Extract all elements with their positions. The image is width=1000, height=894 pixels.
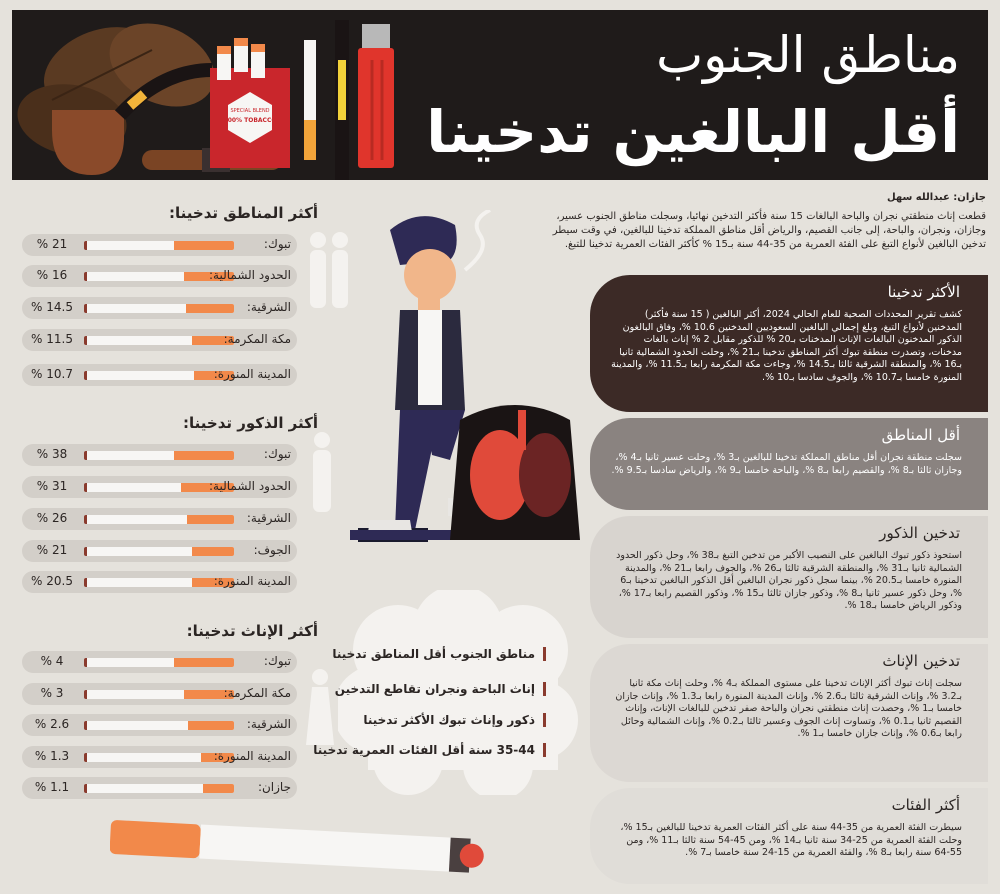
- card-most-smoking: [590, 275, 988, 412]
- bar-fill: [174, 658, 234, 667]
- cigarette-bar: [84, 547, 234, 556]
- cigarette-icon: [304, 40, 316, 160]
- stat-row: [22, 508, 297, 530]
- stat-label: تبوك:: [263, 237, 291, 251]
- card-female-smoking: [590, 644, 988, 782]
- key-point: إناث الباحة ونجران تقاطع التدخين: [335, 682, 546, 696]
- stat-row: [22, 476, 297, 498]
- stat-value: 16 %: [36, 268, 68, 282]
- cigarette-bar: [84, 304, 234, 313]
- stat-row: [22, 444, 297, 466]
- key-point: ذكور وإناث تبوك الأكثر تدخينا: [363, 713, 546, 727]
- stat-label: المدينة المنورة:: [213, 749, 291, 763]
- key-points-cloud: [313, 590, 578, 795]
- stat-row: [22, 746, 297, 768]
- card-age-groups: [590, 788, 988, 884]
- stat-value: 3 %: [40, 686, 64, 700]
- bar-fill: [187, 515, 234, 524]
- stat-value: 14.5 %: [31, 300, 73, 314]
- bar-fill: [203, 784, 234, 793]
- stat-row: [22, 540, 297, 562]
- stat-value: 21 %: [36, 237, 68, 251]
- stat-label: جازان:: [257, 780, 291, 794]
- cigarette-bar: [84, 451, 234, 460]
- stat-row: [22, 297, 297, 319]
- stat-row: [22, 234, 297, 256]
- male-silhouette-icon: [313, 432, 331, 512]
- stat-row: [22, 364, 297, 386]
- lungs-icon: [450, 405, 580, 540]
- stat-label: المدينة المنورة:: [213, 574, 291, 588]
- stat-value: 26 %: [36, 511, 68, 525]
- cigarette-bar: [84, 241, 234, 250]
- card-title: أكثر الفئات: [891, 796, 960, 814]
- bar-fill: [174, 241, 234, 250]
- card-text: سجلت منطقة نجران أقل مناطق المملكة تدخينا للبالغين بـ3 %، وحلت عسير ثانيا بـ4 %، وجازان ثالثا بـ8 %، والقصيم رابعا بـ8 %، والباحة خامسا بـ9 %، والرياض سادسا بـ9.5 %.: [611, 452, 962, 476]
- cigarette-bar: [84, 515, 234, 524]
- header-banner: [12, 10, 988, 180]
- vape-icon: [335, 20, 349, 180]
- bar-fill: [186, 304, 234, 313]
- card-title: الأكثر تدخينا: [887, 283, 960, 301]
- bar-fill: [192, 547, 234, 556]
- stat-label: الشرقية:: [246, 511, 291, 525]
- cigarette-bar: [84, 658, 234, 667]
- stat-value: 31 %: [36, 479, 68, 493]
- smoke-icon: [465, 210, 490, 270]
- stat-row: [22, 651, 297, 673]
- card-title: أقل المناطق: [881, 426, 960, 444]
- stat-label: المدينة المنورة:: [213, 367, 291, 381]
- card-title: تدخين الذكور: [879, 524, 960, 542]
- stat-value: 11.5 %: [31, 332, 73, 346]
- stat-value: 1.3 %: [34, 749, 70, 763]
- card-text: سيطرت الفئة العمرية من 35-44 سنة على أكثر الفئات العمرية تدخينا للبالغين بـ15 %، وحلت الفئة العمرية من 25-34 سنة ثانيا بـ14 %، ومن 45-54 سنة ثالثا بـ11 %، ومن 55-64 سنة رابعا بـ8 %، والفئة العمرية من 15-24 سنة خامسا بـ7 %.: [620, 822, 962, 858]
- stat-label: الحدود الشمالية:: [208, 268, 291, 282]
- stat-value: 20.5 %: [31, 574, 73, 588]
- bar-fill: [188, 721, 234, 730]
- stat-row: [22, 571, 297, 593]
- cigarette-bar: [84, 690, 234, 699]
- stat-label: الجوف:: [253, 543, 291, 557]
- byline: جازان: عبدالله سهل: [886, 192, 986, 203]
- cigarette-pack-icon: [210, 38, 290, 168]
- lighter-icon: [358, 24, 394, 168]
- pack-badge-text: 100% TOBACCO: [223, 117, 277, 124]
- cigarette-bar: [84, 336, 234, 345]
- stat-label: تبوك:: [263, 654, 291, 668]
- card-least-regions: [590, 418, 988, 510]
- intro-paragraph: قطعت إناث منطقتي نجران والباحة البالغات 15 سنة فأكثر التدخين نهائيا، وسجلت مناطق الجنوب عسير، وجازان، ونجران، والباحة، إلى جانب القصيم، والرياض أقل مناطق المملكة تدخينا للبالغين، في وقت سيطر تدخين البالغين لأنواع التبغ على الفئة العمرية من 35-44 سنة بـ15 % كأكثر الفئات العمرية تدخينا للتبغ.: [552, 211, 986, 250]
- key-point: مناطق الجنوب أقل المناطق تدخينا: [332, 647, 546, 661]
- large-cigarette-icon: [110, 812, 500, 882]
- section-title-males: أكثر الذكور تدخينا:: [183, 414, 318, 432]
- cigarette-bar: [84, 371, 234, 380]
- card-male-smoking: [590, 516, 988, 638]
- stat-label: تبوك:: [263, 447, 291, 461]
- stat-row: [22, 329, 297, 351]
- cigarette-bar: [84, 721, 234, 730]
- bar-fill: [174, 451, 234, 460]
- cigarette-bar: [84, 578, 234, 587]
- headline-top: مناطق الجنوب: [656, 26, 960, 84]
- key-point: 35-44 سنة أقل الفئات العمرية تدخينا: [313, 743, 546, 757]
- stat-value: 38 %: [36, 447, 68, 461]
- smoking-man-illustration: [340, 210, 600, 560]
- stat-value: 10.7 %: [31, 367, 73, 381]
- stat-label: الشرقية:: [246, 717, 291, 731]
- card-text: سجلت إناث تبوك أكثر الإناث تدخينا على مستوى المملكة بـ4 %، وحلت إناث مكة ثانيا بـ3.2 %، وإناث الشرقية ثالثا بـ2.6 %، وإناث المدينة المنورة رابعا بـ1.3 %، وإناث جازان خامسا بـ1 %، وحصدت إناث منطقتي نجران والباحة صفر تدخين للبالغات الإناث، وإناث القصيم ثانيا بـ0.1 %، وتساوت إناث الجوف وعسير ثالثا بـ0.2 %، وإناث الشمالية وحائل رابعا بـ0.6 %، وإناث جازان خامسا بـ1 %.: [615, 678, 962, 739]
- stat-label: مكة المكرمة:: [223, 332, 291, 346]
- stat-row: [22, 683, 297, 705]
- stat-label: الحدود الشمالية:: [208, 479, 291, 493]
- stat-row: [22, 714, 297, 736]
- card-text: كشف تقرير المحددات الصحية للعام الحالي 2024، أكثر البالغين ( 15 سنة فأكثر) المدخنين لأنواع التبغ، وبلغ إجمالي البالغين السعوديين المدخنين 10.6 %، وفاق البالغون الذكور المدخنون البالغات الإناث المدخنات بـ20 % للذكور مقابل 2 % إناث بالغات مدخنات، وتصدرت منطقة تبوك أكثر المناطق تدخينا بـ21 %، وحلت الحدود الشمالية ثانيا بـ16 %، والمنطقة الشرقية ثالثا بـ14.5 %، وجاءت مكة المكرمة رابعا بـ11.5 %، والمدينة المنورة خامسا بـ10.7 %، والجوف سادسا بـ10 %.: [611, 309, 962, 383]
- cigarette-bar: [84, 753, 234, 762]
- headline-main: أقل البالغين تدخينا: [426, 98, 960, 166]
- stat-row: [22, 265, 297, 287]
- cigarette-bar: [84, 784, 234, 793]
- card-text: استحوذ ذكور تبوك البالغين على النصيب الأكبر من تدخين التبغ بـ38 %، وحل ذكور الحدود الشمالية ثانيا بـ31 %، والمنطقة الشرقية ثالثا بـ26 %، والجوف رابعا بـ21 %، والمدينة المنورة خامسا بـ20.5 %، بينما سجل ذكور نجران البالغين أقل الذكور البالغين تدخينا بـ6 %، وحل ذكور عسير ثانيا بـ8 %، وذكور جازان ثالثا بـ15 %، وذكور القصيم رابعا بـ17 %، وذكور الرياض خامسا بـ18 %.: [616, 550, 962, 611]
- stat-value: 1.1 %: [34, 780, 70, 794]
- card-title: تدخين الإناث: [882, 652, 960, 670]
- stat-value: 2.6 %: [34, 717, 70, 731]
- section-title-regions: أكثر المناطق تدخينا:: [169, 204, 318, 222]
- stat-value: 21 %: [36, 543, 68, 557]
- stat-row: [22, 777, 297, 799]
- section-title-females: أكثر الإناث تدخينا:: [186, 622, 318, 640]
- pack-top-text: SPECIAL BLEND: [230, 108, 270, 114]
- stat-label: الشرقية:: [246, 300, 291, 314]
- stat-label: مكة المكرمة:: [223, 686, 291, 700]
- stat-value: 4 %: [40, 654, 64, 668]
